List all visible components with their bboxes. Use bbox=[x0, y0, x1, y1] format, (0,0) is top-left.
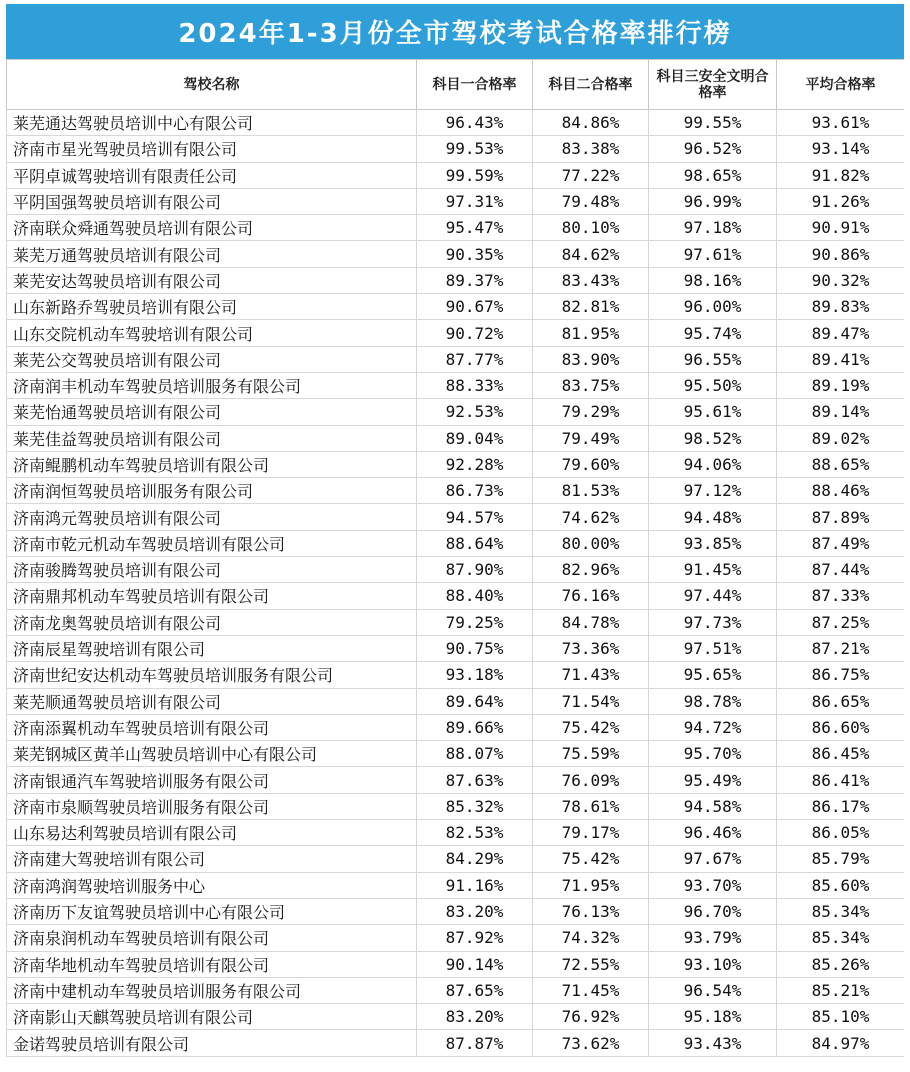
subject2-rate-cell: 84.62% bbox=[533, 241, 649, 267]
subject2-rate-cell: 73.36% bbox=[533, 635, 649, 661]
subject1-rate-cell: 87.65% bbox=[417, 977, 533, 1003]
table-row bbox=[7, 609, 905, 635]
school-name-cell: 济南建大驾驶培训有限公司 bbox=[7, 846, 417, 872]
table-row bbox=[7, 925, 905, 951]
average-rate-cell: 84.97% bbox=[777, 1030, 905, 1056]
subject3-rate-cell: 98.78% bbox=[649, 688, 777, 714]
subject2-rate-cell: 83.38% bbox=[533, 136, 649, 162]
subject1-rate-cell: 90.72% bbox=[417, 320, 533, 346]
subject2-rate-cell: 75.59% bbox=[533, 741, 649, 767]
subject1-rate-cell: 87.87% bbox=[417, 1030, 533, 1056]
subject2-rate-cell: 79.17% bbox=[533, 820, 649, 846]
table-row bbox=[7, 898, 905, 924]
subject1-rate-cell: 95.47% bbox=[417, 215, 533, 241]
subject3-rate-cell: 91.45% bbox=[649, 557, 777, 583]
table-row bbox=[7, 162, 905, 188]
subject1-rate-cell: 92.53% bbox=[417, 399, 533, 425]
average-rate-cell: 90.91% bbox=[777, 215, 905, 241]
subject2-rate-cell: 82.96% bbox=[533, 557, 649, 583]
average-rate-cell: 85.21% bbox=[777, 977, 905, 1003]
subject3-rate-cell: 93.70% bbox=[649, 872, 777, 898]
subject2-rate-cell: 79.29% bbox=[533, 399, 649, 425]
school-name-cell: 济南中建机动车驾驶员培训服务有限公司 bbox=[7, 977, 417, 1003]
average-rate-cell: 85.26% bbox=[777, 951, 905, 977]
subject2-rate-cell: 76.13% bbox=[533, 898, 649, 924]
subject2-rate-cell: 71.43% bbox=[533, 662, 649, 688]
subject1-rate-cell: 87.92% bbox=[417, 925, 533, 951]
school-name-cell: 济南银通汽车驾驶培训服务有限公司 bbox=[7, 767, 417, 793]
subject1-rate-cell: 97.31% bbox=[417, 188, 533, 214]
table-row bbox=[7, 294, 905, 320]
subject3-rate-cell: 95.49% bbox=[649, 767, 777, 793]
subject3-rate-cell: 94.58% bbox=[649, 793, 777, 819]
table-row bbox=[7, 372, 905, 398]
average-rate-cell: 89.02% bbox=[777, 425, 905, 451]
subject3-rate-cell: 94.48% bbox=[649, 504, 777, 530]
subject2-rate-cell: 81.95% bbox=[533, 320, 649, 346]
subject3-rate-cell: 98.65% bbox=[649, 162, 777, 188]
school-name-cell: 莱芜顺通驾驶员培训有限公司 bbox=[7, 688, 417, 714]
subject1-rate-cell: 89.04% bbox=[417, 425, 533, 451]
subject3-rate-cell: 95.70% bbox=[649, 741, 777, 767]
school-name-cell: 莱芜钢城区黄羊山驾驶员培训中心有限公司 bbox=[7, 741, 417, 767]
subject1-rate-cell: 90.75% bbox=[417, 635, 533, 661]
average-rate-cell: 86.45% bbox=[777, 741, 905, 767]
school-name-cell: 山东新路乔驾驶员培训有限公司 bbox=[7, 294, 417, 320]
school-name-cell: 济南影山天麒驾驶员培训有限公司 bbox=[7, 1004, 417, 1030]
subject1-rate-cell: 88.40% bbox=[417, 583, 533, 609]
table-row bbox=[7, 478, 905, 504]
subject3-rate-cell: 98.52% bbox=[649, 425, 777, 451]
school-name-cell: 济南市乾元机动车驾驶员培训有限公司 bbox=[7, 530, 417, 556]
average-rate-cell: 89.83% bbox=[777, 294, 905, 320]
average-rate-cell: 86.41% bbox=[777, 767, 905, 793]
school-name-cell: 金诺驾驶员培训有限公司 bbox=[7, 1030, 417, 1056]
ranking-table bbox=[6, 59, 904, 1057]
subject1-rate-cell: 92.28% bbox=[417, 451, 533, 477]
header-subject1-rate: 科目一合格率 bbox=[417, 60, 533, 110]
header-row bbox=[7, 60, 905, 110]
subject3-rate-cell: 93.85% bbox=[649, 530, 777, 556]
subject2-rate-cell: 75.42% bbox=[533, 846, 649, 872]
subject3-rate-cell: 93.10% bbox=[649, 951, 777, 977]
subject1-rate-cell: 86.73% bbox=[417, 478, 533, 504]
subject2-rate-cell: 76.16% bbox=[533, 583, 649, 609]
table-header bbox=[7, 60, 905, 110]
table-row bbox=[7, 215, 905, 241]
average-rate-cell: 85.34% bbox=[777, 898, 905, 924]
subject1-rate-cell: 90.14% bbox=[417, 951, 533, 977]
school-name-cell: 济南润恒驾驶员培训服务有限公司 bbox=[7, 478, 417, 504]
subject1-rate-cell: 88.07% bbox=[417, 741, 533, 767]
table-row bbox=[7, 741, 905, 767]
school-name-cell: 济南泉润机动车驾驶员培训有限公司 bbox=[7, 925, 417, 951]
subject1-rate-cell: 93.18% bbox=[417, 662, 533, 688]
school-name-cell: 济南鼎邦机动车驾驶员培训有限公司 bbox=[7, 583, 417, 609]
subject2-rate-cell: 83.75% bbox=[533, 372, 649, 398]
average-rate-cell: 86.60% bbox=[777, 714, 905, 740]
subject3-rate-cell: 97.18% bbox=[649, 215, 777, 241]
subject3-rate-cell: 95.18% bbox=[649, 1004, 777, 1030]
average-rate-cell: 86.17% bbox=[777, 793, 905, 819]
school-name-cell: 平阴卓诚驾驶培训有限责任公司 bbox=[7, 162, 417, 188]
table-row bbox=[7, 110, 905, 136]
table-row bbox=[7, 267, 905, 293]
subject1-rate-cell: 83.20% bbox=[417, 898, 533, 924]
school-name-cell: 济南世纪安达机动车驾驶员培训服务有限公司 bbox=[7, 662, 417, 688]
school-name-cell: 济南鸿润驾驶培训服务中心 bbox=[7, 872, 417, 898]
table-row bbox=[7, 530, 905, 556]
table-row bbox=[7, 714, 905, 740]
table-row bbox=[7, 662, 905, 688]
average-rate-cell: 85.60% bbox=[777, 872, 905, 898]
subject2-rate-cell: 80.00% bbox=[533, 530, 649, 556]
subject1-rate-cell: 99.53% bbox=[417, 136, 533, 162]
subject3-rate-cell: 94.72% bbox=[649, 714, 777, 740]
subject2-rate-cell: 79.48% bbox=[533, 188, 649, 214]
school-name-cell: 济南历下友谊驾驶员培训中心有限公司 bbox=[7, 898, 417, 924]
subject2-rate-cell: 81.53% bbox=[533, 478, 649, 504]
school-name-cell: 济南鸿元驾驶员培训有限公司 bbox=[7, 504, 417, 530]
table-row bbox=[7, 583, 905, 609]
subject2-rate-cell: 80.10% bbox=[533, 215, 649, 241]
table-row bbox=[7, 1030, 905, 1056]
average-rate-cell: 89.47% bbox=[777, 320, 905, 346]
table-row bbox=[7, 504, 905, 530]
ranking-sheet bbox=[6, 4, 904, 1072]
average-rate-cell: 93.14% bbox=[777, 136, 905, 162]
table-row bbox=[7, 977, 905, 1003]
table-row bbox=[7, 951, 905, 977]
subject2-rate-cell: 71.95% bbox=[533, 872, 649, 898]
table-row bbox=[7, 846, 905, 872]
table-row bbox=[7, 688, 905, 714]
subject3-rate-cell: 95.50% bbox=[649, 372, 777, 398]
subject2-rate-cell: 83.90% bbox=[533, 346, 649, 372]
subject1-rate-cell: 87.77% bbox=[417, 346, 533, 372]
subject3-rate-cell: 97.51% bbox=[649, 635, 777, 661]
subject3-rate-cell: 95.61% bbox=[649, 399, 777, 425]
subject2-rate-cell: 74.62% bbox=[533, 504, 649, 530]
subject1-rate-cell: 90.67% bbox=[417, 294, 533, 320]
table-row bbox=[7, 188, 905, 214]
subject2-rate-cell: 74.32% bbox=[533, 925, 649, 951]
average-rate-cell: 86.65% bbox=[777, 688, 905, 714]
subject3-rate-cell: 93.43% bbox=[649, 1030, 777, 1056]
average-rate-cell: 87.44% bbox=[777, 557, 905, 583]
table-row bbox=[7, 820, 905, 846]
average-rate-cell: 89.14% bbox=[777, 399, 905, 425]
header-subject3-rate: 科目三安全文明合格率 bbox=[649, 60, 777, 110]
school-name-cell: 济南添翼机动车驾驶员培训有限公司 bbox=[7, 714, 417, 740]
subject2-rate-cell: 72.55% bbox=[533, 951, 649, 977]
average-rate-cell: 85.79% bbox=[777, 846, 905, 872]
average-rate-cell: 88.46% bbox=[777, 478, 905, 504]
table-row bbox=[7, 767, 905, 793]
subject2-rate-cell: 84.78% bbox=[533, 609, 649, 635]
school-name-cell: 济南联众舜通驾驶员培训有限公司 bbox=[7, 215, 417, 241]
table-row bbox=[7, 399, 905, 425]
average-rate-cell: 90.32% bbox=[777, 267, 905, 293]
subject3-rate-cell: 96.52% bbox=[649, 136, 777, 162]
subject3-rate-cell: 96.99% bbox=[649, 188, 777, 214]
average-rate-cell: 86.05% bbox=[777, 820, 905, 846]
table-row bbox=[7, 872, 905, 898]
average-rate-cell: 89.19% bbox=[777, 372, 905, 398]
average-rate-cell: 88.65% bbox=[777, 451, 905, 477]
subject3-rate-cell: 98.16% bbox=[649, 267, 777, 293]
header-subject2-rate: 科目二合格率 bbox=[533, 60, 649, 110]
subject1-rate-cell: 87.63% bbox=[417, 767, 533, 793]
header-average-rate: 平均合格率 bbox=[777, 60, 905, 110]
subject2-rate-cell: 71.54% bbox=[533, 688, 649, 714]
subject2-rate-cell: 75.42% bbox=[533, 714, 649, 740]
subject1-rate-cell: 87.90% bbox=[417, 557, 533, 583]
average-rate-cell: 91.26% bbox=[777, 188, 905, 214]
subject2-rate-cell: 77.22% bbox=[533, 162, 649, 188]
school-name-cell: 莱芜怡通驾驶员培训有限公司 bbox=[7, 399, 417, 425]
table-body bbox=[7, 110, 905, 1057]
school-name-cell: 平阴国强驾驶员培训有限公司 bbox=[7, 188, 417, 214]
school-name-cell: 山东易达利驾驶员培训有限公司 bbox=[7, 820, 417, 846]
subject1-rate-cell: 99.59% bbox=[417, 162, 533, 188]
school-name-cell: 莱芜公交驾驶员培训有限公司 bbox=[7, 346, 417, 372]
average-rate-cell: 86.75% bbox=[777, 662, 905, 688]
table-row bbox=[7, 136, 905, 162]
subject2-rate-cell: 84.86% bbox=[533, 110, 649, 136]
subject1-rate-cell: 83.20% bbox=[417, 1004, 533, 1030]
average-rate-cell: 89.41% bbox=[777, 346, 905, 372]
subject3-rate-cell: 96.54% bbox=[649, 977, 777, 1003]
subject1-rate-cell: 88.64% bbox=[417, 530, 533, 556]
subject2-rate-cell: 73.62% bbox=[533, 1030, 649, 1056]
school-name-cell: 济南市星光驾驶员培训有限公司 bbox=[7, 136, 417, 162]
table-row bbox=[7, 425, 905, 451]
subject3-rate-cell: 96.46% bbox=[649, 820, 777, 846]
school-name-cell: 济南骏腾驾驶员培训有限公司 bbox=[7, 557, 417, 583]
average-rate-cell: 85.34% bbox=[777, 925, 905, 951]
average-rate-cell: 85.10% bbox=[777, 1004, 905, 1030]
subject1-rate-cell: 91.16% bbox=[417, 872, 533, 898]
average-rate-cell: 93.61% bbox=[777, 110, 905, 136]
average-rate-cell: 91.82% bbox=[777, 162, 905, 188]
school-name-cell: 莱芜万通驾驶员培训有限公司 bbox=[7, 241, 417, 267]
subject3-rate-cell: 97.44% bbox=[649, 583, 777, 609]
average-rate-cell: 90.86% bbox=[777, 241, 905, 267]
subject1-rate-cell: 89.37% bbox=[417, 267, 533, 293]
school-name-cell: 济南润丰机动车驾驶员培训服务有限公司 bbox=[7, 372, 417, 398]
subject1-rate-cell: 84.29% bbox=[417, 846, 533, 872]
subject2-rate-cell: 82.81% bbox=[533, 294, 649, 320]
subject3-rate-cell: 97.73% bbox=[649, 609, 777, 635]
subject1-rate-cell: 79.25% bbox=[417, 609, 533, 635]
subject1-rate-cell: 94.57% bbox=[417, 504, 533, 530]
table-row bbox=[7, 320, 905, 346]
school-name-cell: 济南鲲鹏机动车驾驶员培训有限公司 bbox=[7, 451, 417, 477]
page-title: 2024年1-3月份全市驾校考试合格率排行榜 bbox=[6, 4, 904, 59]
subject3-rate-cell: 96.70% bbox=[649, 898, 777, 924]
average-rate-cell: 87.49% bbox=[777, 530, 905, 556]
school-name-cell: 莱芜安达驾驶员培训有限公司 bbox=[7, 267, 417, 293]
school-name-cell: 济南龙奥驾驶员培训有限公司 bbox=[7, 609, 417, 635]
subject3-rate-cell: 93.79% bbox=[649, 925, 777, 951]
table-row bbox=[7, 346, 905, 372]
table-row bbox=[7, 1004, 905, 1030]
average-rate-cell: 87.33% bbox=[777, 583, 905, 609]
school-name-cell: 济南华地机动车驾驶员培训有限公司 bbox=[7, 951, 417, 977]
average-rate-cell: 87.21% bbox=[777, 635, 905, 661]
school-name-cell: 济南市泉顺驾驶员培训服务有限公司 bbox=[7, 793, 417, 819]
subject1-rate-cell: 89.66% bbox=[417, 714, 533, 740]
subject1-rate-cell: 89.64% bbox=[417, 688, 533, 714]
subject3-rate-cell: 96.00% bbox=[649, 294, 777, 320]
subject3-rate-cell: 94.06% bbox=[649, 451, 777, 477]
subject3-rate-cell: 99.55% bbox=[649, 110, 777, 136]
subject2-rate-cell: 79.49% bbox=[533, 425, 649, 451]
subject2-rate-cell: 76.92% bbox=[533, 1004, 649, 1030]
table-row bbox=[7, 793, 905, 819]
header-school-name: 驾校名称 bbox=[7, 60, 417, 110]
table-row bbox=[7, 635, 905, 661]
average-rate-cell: 87.89% bbox=[777, 504, 905, 530]
subject2-rate-cell: 79.60% bbox=[533, 451, 649, 477]
subject3-rate-cell: 97.12% bbox=[649, 478, 777, 504]
subject1-rate-cell: 90.35% bbox=[417, 241, 533, 267]
subject1-rate-cell: 85.32% bbox=[417, 793, 533, 819]
school-name-cell: 济南辰星驾驶培训有限公司 bbox=[7, 635, 417, 661]
school-name-cell: 莱芜佳益驾驶员培训有限公司 bbox=[7, 425, 417, 451]
subject3-rate-cell: 95.65% bbox=[649, 662, 777, 688]
school-name-cell: 莱芜通达驾驶员培训中心有限公司 bbox=[7, 110, 417, 136]
table-row bbox=[7, 241, 905, 267]
subject2-rate-cell: 78.61% bbox=[533, 793, 649, 819]
subject3-rate-cell: 97.67% bbox=[649, 846, 777, 872]
subject2-rate-cell: 76.09% bbox=[533, 767, 649, 793]
subject3-rate-cell: 96.55% bbox=[649, 346, 777, 372]
subject2-rate-cell: 71.45% bbox=[533, 977, 649, 1003]
subject1-rate-cell: 82.53% bbox=[417, 820, 533, 846]
subject3-rate-cell: 95.74% bbox=[649, 320, 777, 346]
subject1-rate-cell: 88.33% bbox=[417, 372, 533, 398]
school-name-cell: 山东交院机动车驾驶培训有限公司 bbox=[7, 320, 417, 346]
subject1-rate-cell: 96.43% bbox=[417, 110, 533, 136]
subject2-rate-cell: 83.43% bbox=[533, 267, 649, 293]
table-row bbox=[7, 451, 905, 477]
subject3-rate-cell: 97.61% bbox=[649, 241, 777, 267]
table-row bbox=[7, 557, 905, 583]
average-rate-cell: 87.25% bbox=[777, 609, 905, 635]
